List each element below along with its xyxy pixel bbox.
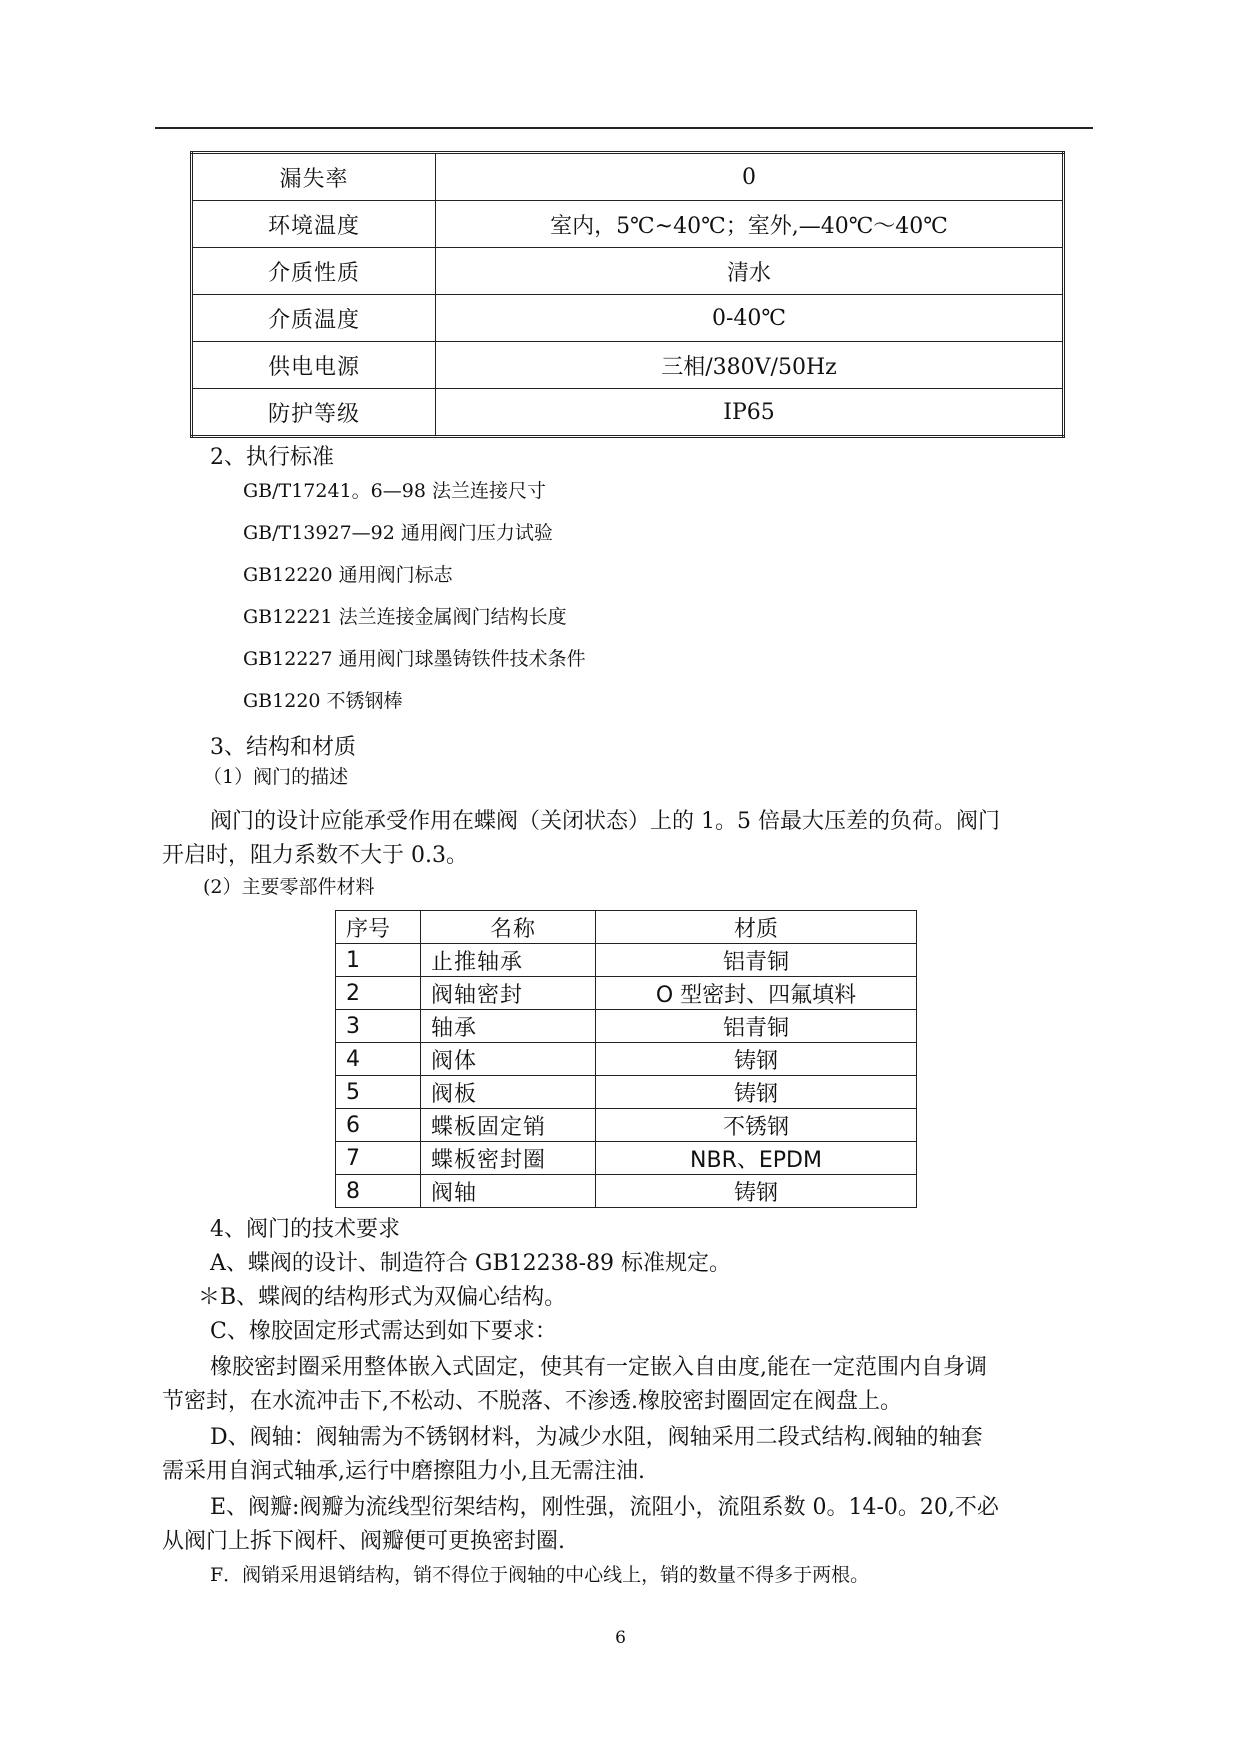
section-4-title: 4、阀门的技术要求 [210,1217,400,1242]
table-header-row [336,911,917,944]
spec-value: IP65 [436,389,1064,437]
part-no: 2 [336,977,421,1010]
table-row [336,1043,917,1076]
part-no: 1 [336,944,421,977]
column-header: 名称 [421,911,596,944]
paragraph-line: 节密封，在水流冲击下,不松动、不脱落、不渗透.橡胶密封圈固定在阀盘上。 [162,1389,902,1414]
table-row [192,389,1064,437]
subsection-title: (2）主要零部件材料 [203,876,375,898]
paragraph-line: 橡胶密封圈采用整体嵌入式固定，使其有一定嵌入自由度,能在一定范围内自身调 [210,1355,987,1380]
paragraph-line: 开启时，阻力系数不大于 0.3。 [162,843,468,868]
spec-name: 防护等级 [192,389,436,437]
section-3-title: 3、结构和材质 [210,735,356,760]
spec-name: 供电电源 [192,342,436,389]
standard-item: GB12221 法兰连接金属阀门结构长度 [243,606,567,628]
part-material: 铸钢 [596,1076,917,1109]
part-material: 铸钢 [596,1175,917,1208]
part-name: 止推轴承 [421,944,596,977]
part-material: 不锈钢 [596,1109,917,1142]
part-name: 阀轴 [421,1175,596,1208]
section-2-title: 2、执行标准 [210,445,334,470]
table-row [336,977,917,1010]
spec-table [190,151,1065,438]
part-name: 阀体 [421,1043,596,1076]
spec-value: 清水 [436,248,1064,295]
page-number: 6 [615,1628,626,1648]
part-no: 4 [336,1043,421,1076]
requirement-a: A、蝶阀的设计、制造符合 GB12238-89 标准规定。 [210,1251,732,1276]
column-header: 序号 [336,911,421,944]
table-row [336,1175,917,1208]
standard-item: GB1220 不锈钢棒 [243,690,403,712]
spec-name: 介质温度 [192,295,436,342]
standard-item: GB12227 通用阀门球墨铸铁件技术条件 [243,648,586,670]
part-name: 阀轴密封 [421,977,596,1010]
part-name: 蝶板密封圈 [421,1142,596,1175]
requirement-f: F．阀销采用退销结构，销不得位于阀轴的中心线上，销的数量不得多于两根。 [210,1564,870,1586]
requirement-d: D、阀轴：阀轴需为不锈钢材料，为减少水阻，阀轴采用二段式结构.阀轴的轴套 [210,1425,983,1450]
requirement-b: ＊B、蝶阀的结构形式为双偏心结构。 [198,1285,567,1310]
table-row [336,1109,917,1142]
spec-name: 漏失率 [192,153,436,201]
spec-name: 介质性质 [192,248,436,295]
part-no: 7 [336,1142,421,1175]
part-name: 轴承 [421,1010,596,1043]
spec-value: 0 [436,153,1064,201]
parts-table [335,910,917,1208]
table-row [336,1076,917,1109]
column-header: 材质 [596,911,917,944]
table-row [336,1010,917,1043]
header-rule [155,127,1093,129]
table-row [336,1142,917,1175]
paragraph-line: 需采用自润式轴承,运行中磨擦阻力小,且无需注油. [162,1459,645,1484]
standard-item: GB/T17241。6—98 法兰连接尺寸 [243,480,546,502]
part-name: 阀板 [421,1076,596,1109]
part-material: NBR、EPDM [596,1142,917,1175]
subsection-title: （1）阀门的描述 [203,766,349,788]
part-no: 8 [336,1175,421,1208]
part-no: 6 [336,1109,421,1142]
spec-value: 室内，5℃~40℃；室外,—40℃～40℃ [436,201,1064,248]
part-name: 蝶板固定销 [421,1109,596,1142]
part-no: 3 [336,1010,421,1043]
table-row [192,153,1064,201]
table-row [192,248,1064,295]
part-material: 铸钢 [596,1043,917,1076]
paragraph-line: 阀门的设计应能承受作用在蝶阀（关闭状态）上的 1。5 倍最大压差的负荷。阀门 [210,809,1000,834]
spec-value: 三相/380V/50Hz [436,342,1064,389]
spec-name: 环境温度 [192,201,436,248]
standard-item: GB12220 通用阀门标志 [243,564,453,586]
requirement-e: E、阀瓣:阀瓣为流线型衍架结构，刚性强，流阻小，流阻系数 0。14-0。20,不必 [210,1495,999,1520]
table-row [336,944,917,977]
table-row [192,201,1064,248]
part-material: 铝青铜 [596,944,917,977]
standard-item: GB/T13927—92 通用阀门压力试验 [243,522,553,544]
spec-value: 0-40℃ [436,295,1064,342]
requirement-c: C、橡胶固定形式需达到如下要求： [210,1319,557,1344]
paragraph-line: 从阀门上拆下阀杆、阀瓣便可更换密封圈. [162,1529,565,1554]
table-row [192,342,1064,389]
part-material: O 型密封、四氟填料 [596,977,917,1010]
part-material: 铝青铜 [596,1010,917,1043]
table-row [192,295,1064,342]
part-no: 5 [336,1076,421,1109]
